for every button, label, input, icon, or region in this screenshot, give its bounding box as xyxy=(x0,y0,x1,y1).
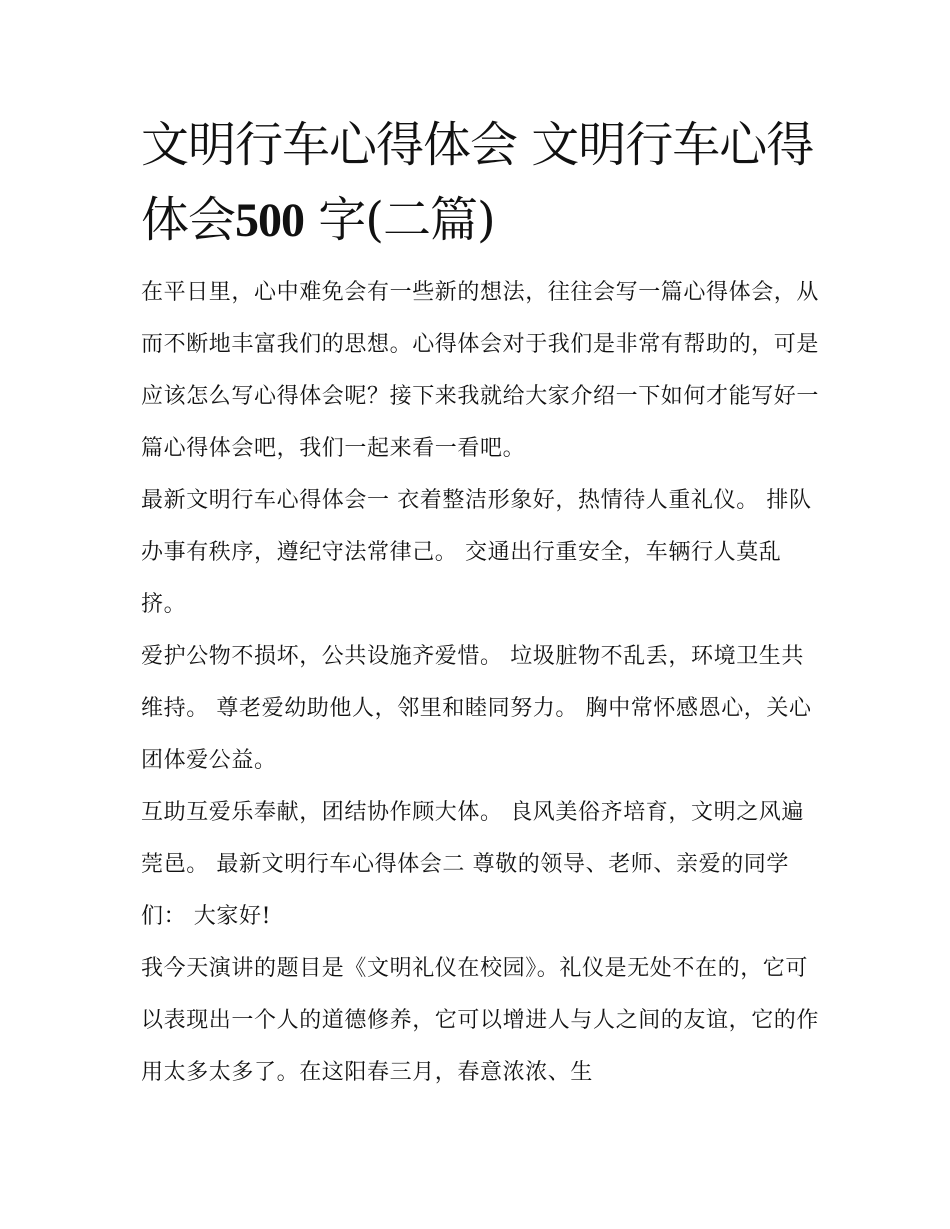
document-body xyxy=(141,108,821,1099)
paragraph-public-property: 爱护公物不损坏，公共设施齐爱惜。 垃圾脏物不乱丢，环境卫生共维持。 尊老爱幼助他人，邻里和睦同努力。 胸中常怀感恩心，关心团体爱公益。 xyxy=(141,644,812,773)
document-title xyxy=(141,108,821,258)
title-text-part1: 文明行车心得体会 文明行车心得体会 xyxy=(141,117,814,248)
paragraph-essay-one: 最新文明行车心得体会一 衣着整洁形象好，热情待人重礼仪。 排队办事有秩序，遵纪守法常律己。 交通出行重安全，车辆行人莫乱挤。 xyxy=(141,488,812,617)
paragraph-mutual-help: 互助互爱乐奉献，团结协作顾大体。 良风美俗齐培育，文明之风遍莞邑。 最新文明行车心得体会二 尊敬的领导、老师、亲爱的同学们： 大家好! xyxy=(141,800,804,929)
paragraph-intro: 在平日里，心中难免会有一些新的想法，往往会写一篇心得体会，从而不断地丰富我们的思想。心得体会对于我们是非常有帮助的，可是应该怎么写心得体会呢？接下来我就给大家介绍一下如何才能写好一篇心得体会吧，我们一起来看一看吧。 xyxy=(141,280,820,461)
title-text-part2: 字(二篇) xyxy=(304,192,495,248)
paragraph-speech: 我今天演讲的题目是《文明礼仪在校园》。礼仪是无处不在的，它可以表现出一个人的道德修养，它可以增进人与人之间的友谊，它的作用太多太多了。在这阳春三月，春意浓浓、生 xyxy=(141,956,820,1085)
title-number: 500 xyxy=(235,194,305,247)
